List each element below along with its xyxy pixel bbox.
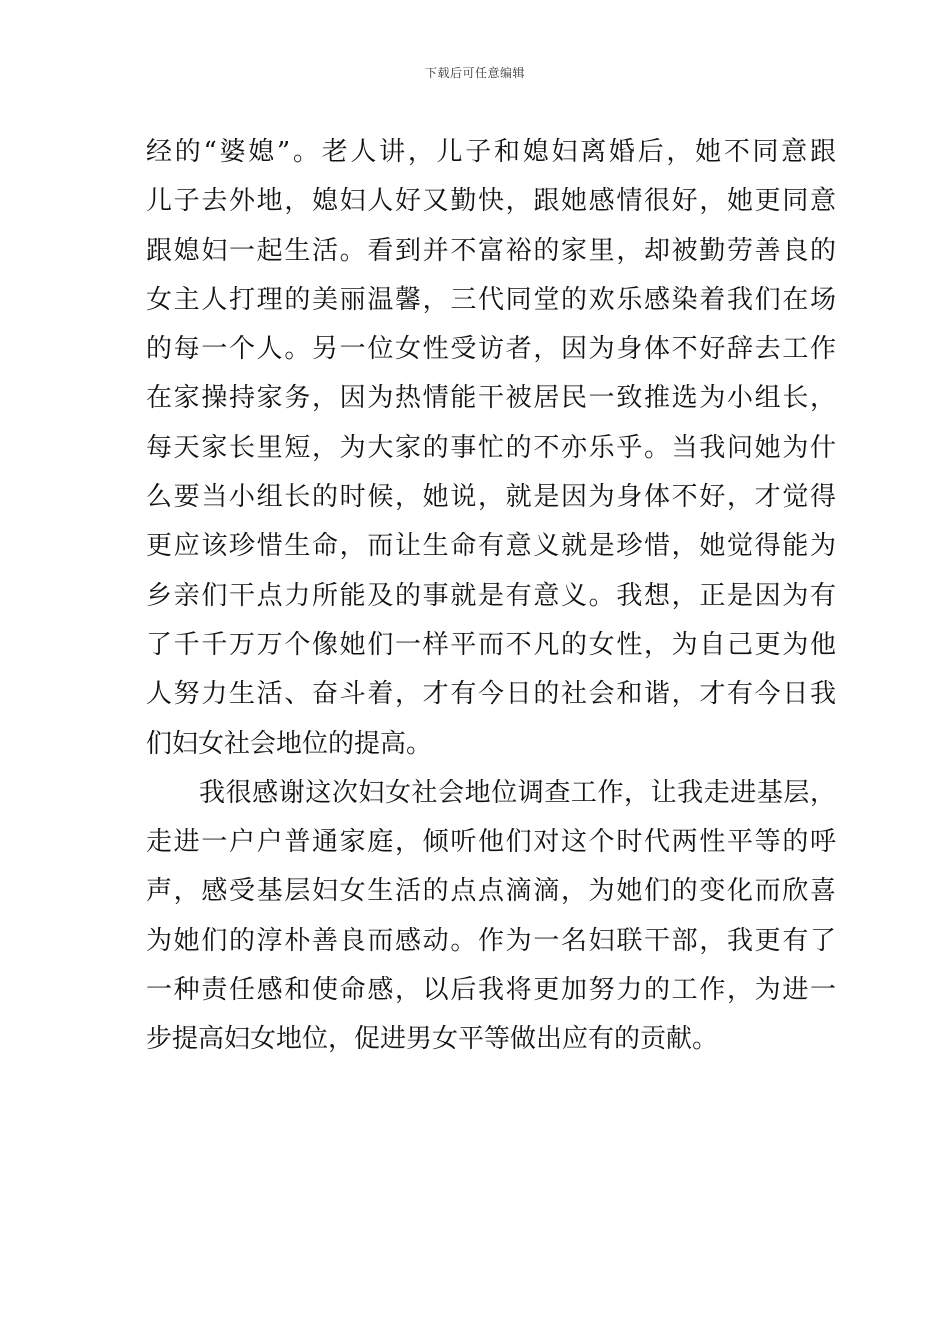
text-line: 声，感受基层妇女生活的点点滴滴，为她们的变化而欣喜 bbox=[146, 876, 836, 907]
document-body bbox=[146, 128, 836, 1065]
text-line: 我很感谢这次妇女社会地位调查工作，让我走进基层， bbox=[199, 777, 836, 808]
text-line: 经的“婆媳”。老人讲，儿子和媳妇离婚后，她不同意跟 bbox=[146, 137, 836, 167]
text-line: 更应该珍惜生命，而让生命有意义就是珍惜，她觉得能为 bbox=[146, 531, 836, 562]
text-line: 跟媳妇一起生活。看到并不富裕的家里，却被勤劳善良的 bbox=[146, 235, 836, 266]
text-line: 的每一个人。另一位女性受访者，因为身体不好辞去工作 bbox=[146, 334, 836, 365]
paragraph bbox=[146, 769, 836, 1065]
text-line: 为她们的淳朴善良而感动。作为一名妇联干部，我更有了 bbox=[146, 925, 836, 956]
text-line: 走进一户户普通家庭，倾听他们对这个时代两性平等的呼 bbox=[146, 827, 836, 858]
text-line: 了千千万万个像她们一样平而不凡的女性，为自己更为他 bbox=[146, 629, 836, 660]
text-line: 每天家长里短，为大家的事忙的不亦乐乎。当我问她为什 bbox=[146, 432, 836, 463]
text-line: 么要当小组长的时候，她说，就是因为身体不好，才觉得 bbox=[146, 482, 836, 513]
text-line: 儿子去外地，媳妇人好又勤快，跟她感情很好，她更同意 bbox=[146, 186, 836, 217]
text-line: 一种责任感和使命感，以后我将更加努力的工作，为进一 bbox=[146, 975, 836, 1006]
text-line: 们妇女社会地位的提高。 bbox=[146, 728, 433, 759]
text-line: 在家操持家务，因为热情能干被居民一致推选为小组长， bbox=[146, 383, 836, 414]
text-line: 步提高妇女地位，促进男女平等做出应有的贡献。 bbox=[146, 1024, 719, 1055]
paragraph bbox=[146, 128, 836, 769]
page-header: 下载后可任意编辑 bbox=[424, 66, 525, 80]
text-line: 人努力生活、奋斗着，才有今日的社会和谐，才有今日我 bbox=[146, 679, 836, 710]
text-line: 女主人打理的美丽温馨，三代同堂的欢乐感染着我们在场 bbox=[146, 284, 836, 315]
text-line: 乡亲们干点力所能及的事就是有意义。我想，正是因为有 bbox=[146, 580, 836, 611]
